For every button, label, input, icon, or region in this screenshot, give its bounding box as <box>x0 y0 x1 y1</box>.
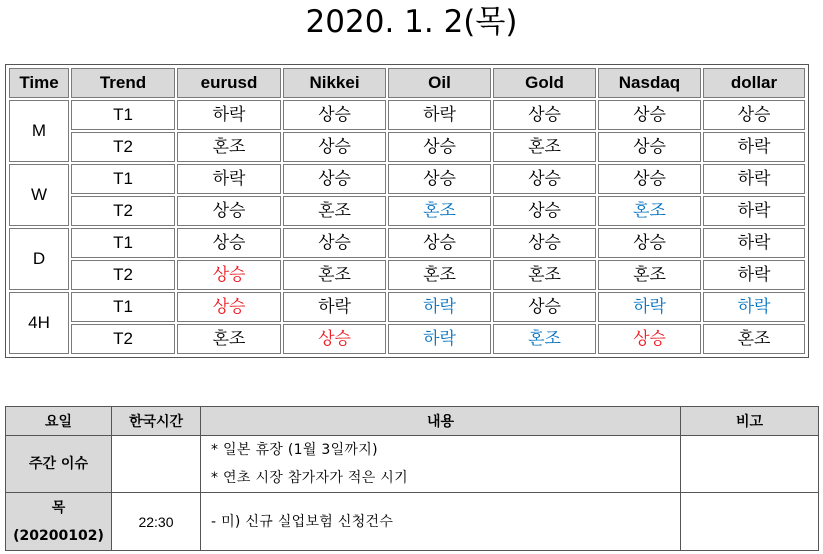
header-gold: Gold <box>493 68 596 98</box>
oil-cell: 혼조 <box>388 196 491 226</box>
header-content: 내용 <box>201 407 681 436</box>
nikkei-cell: 하락 <box>283 292 386 322</box>
dollar-cell: 하락 <box>703 132 805 162</box>
nasdaq-cell: 혼조 <box>598 196 701 226</box>
trend-row <box>9 132 805 162</box>
trend-row <box>9 324 805 354</box>
weekly-time <box>112 436 201 493</box>
dollar-cell: 하락 <box>703 260 805 290</box>
dollar-cell: 하락 <box>703 228 805 258</box>
dollar-cell: 상승 <box>703 100 805 130</box>
dollar-cell: 하락 <box>703 292 805 322</box>
event-time: 22:30 <box>112 493 201 551</box>
nasdaq-cell: 상승 <box>598 132 701 162</box>
eurusd-cell: 상승 <box>177 228 281 258</box>
oil-cell: 상승 <box>388 132 491 162</box>
oil-cell: 하락 <box>388 292 491 322</box>
gold-cell: 혼조 <box>493 324 596 354</box>
oil-cell: 하락 <box>388 324 491 354</box>
nasdaq-cell: 상승 <box>598 228 701 258</box>
eurusd-cell: 하락 <box>177 164 281 194</box>
header-note: 비고 <box>681 407 819 436</box>
trend-label-cell: T2 <box>71 196 175 226</box>
timeframe-cell: W <box>9 164 69 226</box>
dollar-cell: 하락 <box>703 164 805 194</box>
dollar-cell: 혼조 <box>703 324 805 354</box>
nikkei-cell: 상승 <box>283 100 386 130</box>
oil-cell: 상승 <box>388 228 491 258</box>
trend-label-cell: T1 <box>71 100 175 130</box>
gold-cell: 상승 <box>493 164 596 194</box>
gold-cell: 혼조 <box>493 132 596 162</box>
header-day: 요일 <box>6 407 112 436</box>
nikkei-cell: 상승 <box>283 132 386 162</box>
schedule-table <box>5 406 819 551</box>
thursday-label <box>6 493 112 551</box>
oil-cell: 혼조 <box>388 260 491 290</box>
eurusd-cell: 혼조 <box>177 132 281 162</box>
trend-table <box>7 66 807 356</box>
nasdaq-cell: 상승 <box>598 324 701 354</box>
weekly-item: * 연초 시장 참가자가 적은 시기 <box>211 470 408 486</box>
gold-cell: 상승 <box>493 196 596 226</box>
trend-row <box>9 292 805 322</box>
gold-cell: 상승 <box>493 100 596 130</box>
nikkei-cell: 혼조 <box>283 260 386 290</box>
trend-row <box>9 100 805 130</box>
trend-row <box>9 260 805 290</box>
trend-row <box>9 196 805 226</box>
schedule-row-weekly <box>6 436 819 493</box>
nikkei-cell: 상승 <box>283 324 386 354</box>
trend-row <box>9 164 805 194</box>
nikkei-cell: 상승 <box>283 228 386 258</box>
timeframe-cell: 4H <box>9 292 69 354</box>
trend-label-cell: T2 <box>71 324 175 354</box>
nikkei-cell: 상승 <box>283 164 386 194</box>
eurusd-cell: 상승 <box>177 196 281 226</box>
nasdaq-cell: 상승 <box>598 164 701 194</box>
trend-label-cell: T1 <box>71 164 175 194</box>
trend-label-cell: T1 <box>71 292 175 322</box>
header-dollar: dollar <box>703 68 805 98</box>
page-title: 2020. 1. 2(목) <box>305 4 518 40</box>
dollar-cell: 하락 <box>703 196 805 226</box>
oil-cell: 하락 <box>388 100 491 130</box>
header-time: Time <box>9 68 69 98</box>
header-nasdaq: Nasdaq <box>598 68 701 98</box>
header-oil: Oil <box>388 68 491 98</box>
trend-label-cell: T1 <box>71 228 175 258</box>
weekly-issue-label: 주간 이슈 <box>6 436 112 493</box>
gold-cell: 혼조 <box>493 260 596 290</box>
header-nikkei: Nikkei <box>283 68 386 98</box>
header-kst: 한국시간 <box>112 407 201 436</box>
eurusd-cell: 상승 <box>177 292 281 322</box>
trend-header-row <box>9 68 805 98</box>
eurusd-cell: 상승 <box>177 260 281 290</box>
trend-body <box>9 100 805 354</box>
event-note <box>681 493 819 551</box>
trend-row <box>9 228 805 258</box>
nasdaq-cell: 하락 <box>598 292 701 322</box>
timeframe-cell: M <box>9 100 69 162</box>
header-trend: Trend <box>71 68 175 98</box>
eurusd-cell: 하락 <box>177 100 281 130</box>
gold-cell: 상승 <box>493 292 596 322</box>
nasdaq-cell: 혼조 <box>598 260 701 290</box>
weekly-content <box>201 436 681 493</box>
timeframe-cell: D <box>9 228 69 290</box>
oil-cell: 상승 <box>388 164 491 194</box>
schedule-header-row <box>6 407 819 436</box>
schedule-row-thursday <box>6 493 819 551</box>
eurusd-cell: 혼조 <box>177 324 281 354</box>
nasdaq-cell: 상승 <box>598 100 701 130</box>
gold-cell: 상승 <box>493 228 596 258</box>
trend-table-frame <box>5 64 809 358</box>
trend-label-cell: T2 <box>71 260 175 290</box>
weekly-note <box>681 436 819 493</box>
day-date: (20200102) <box>13 527 104 544</box>
weekly-item: * 일본 휴장 (1월 3일까지) <box>211 442 378 458</box>
day-name: 목 <box>51 499 66 516</box>
header-eurusd: eurusd <box>177 68 281 98</box>
event-content: - 미) 신규 실업보험 신청건수 <box>201 493 681 551</box>
nikkei-cell: 혼조 <box>283 196 386 226</box>
trend-label-cell: T2 <box>71 132 175 162</box>
